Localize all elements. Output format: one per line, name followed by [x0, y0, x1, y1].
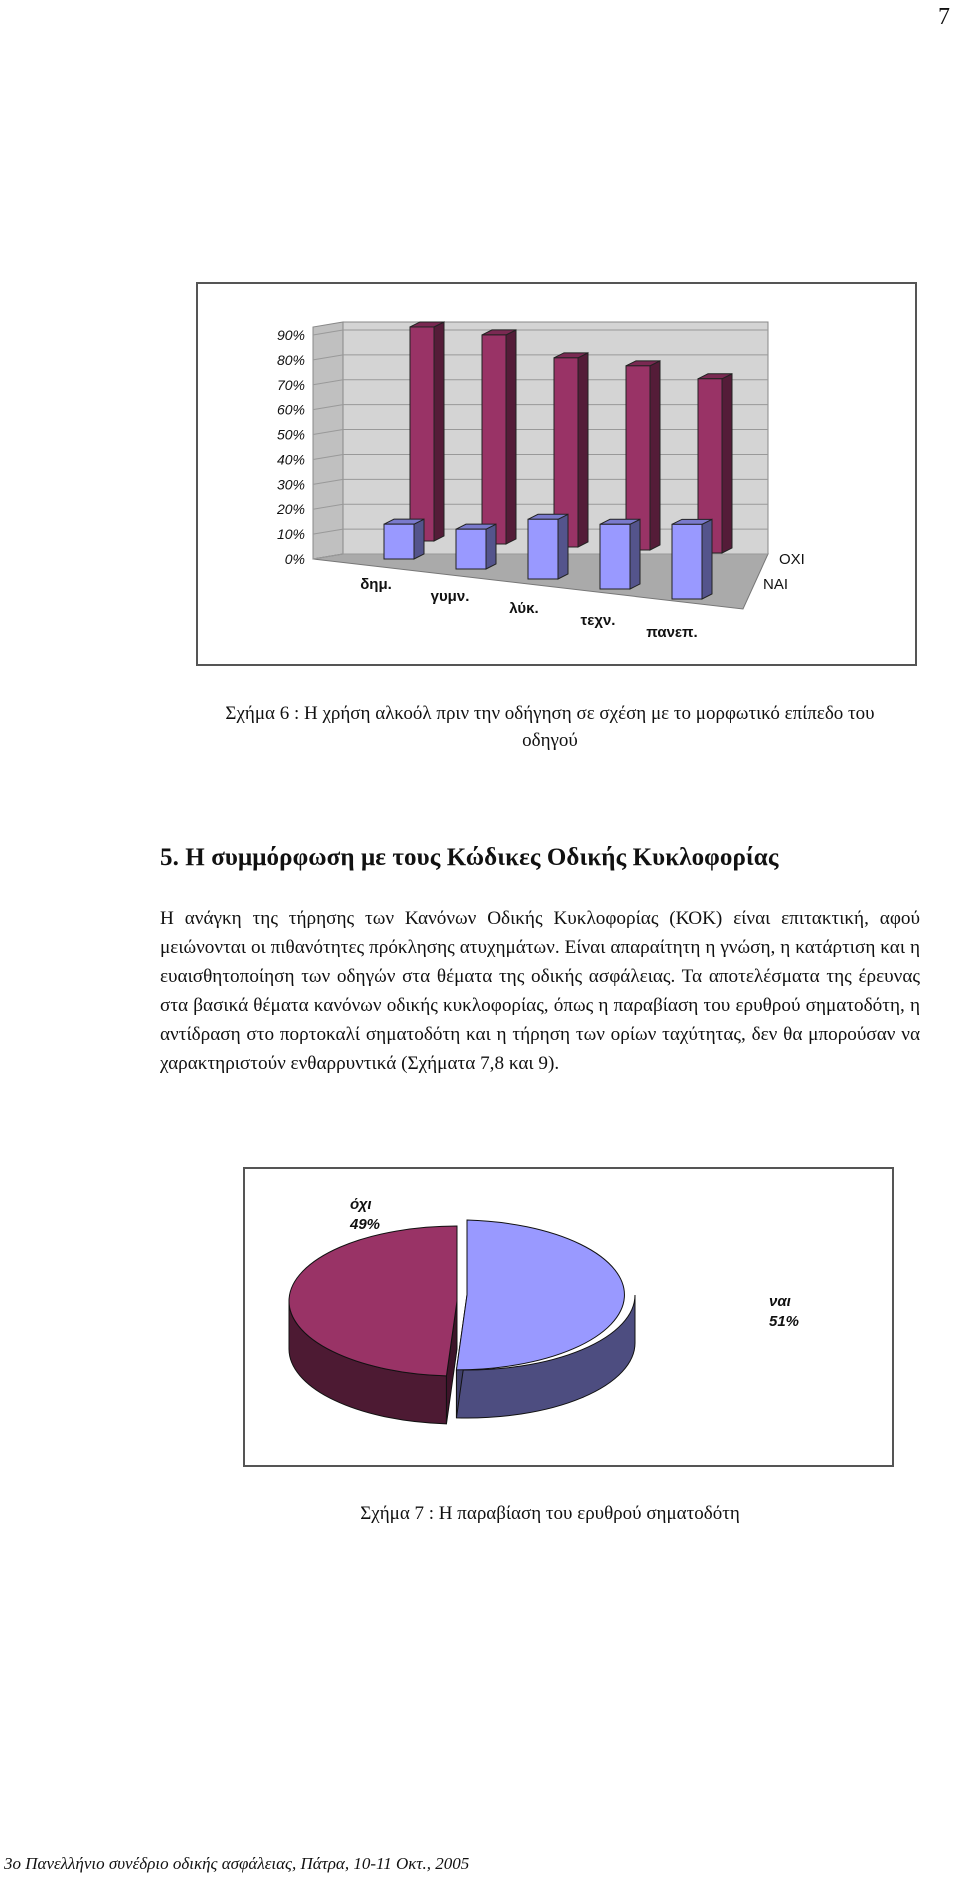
series-label-oxi: ΟΧΙ: [779, 551, 805, 568]
bar-οχι: [410, 327, 434, 541]
bar-οχι-side: [650, 361, 660, 550]
bar-ναι: [600, 524, 630, 589]
figure-7-chart: [243, 1167, 894, 1467]
y-tick-label: 50%: [276, 426, 305, 443]
figure-6-caption-line1: Σχήμα 6 : Η χρήση αλκοόλ πριν την οδήγηση σε σχέση με το μορφωτικό επίπεδο του: [225, 703, 875, 724]
section-heading: 5. Η συμμόρφωση με τους Κώδικες Οδικής Κυκλοφορίας: [160, 844, 779, 871]
x-category-label: πανεπ.: [646, 624, 698, 641]
y-tick-label: 40%: [276, 451, 305, 468]
bar-ναι-side: [486, 524, 496, 569]
y-tick-label: 10%: [276, 526, 305, 543]
bar-οχι-side: [434, 322, 444, 541]
bar-ναι: [672, 524, 702, 599]
bar-ναι-side: [702, 519, 712, 599]
figure-6-caption-line2: οδηγού: [522, 730, 578, 751]
page-number: 7: [938, 4, 950, 30]
y-tick-label: 70%: [276, 376, 305, 393]
figure-7-caption: Σχήμα 7 : Η παραβίαση του ερυθρού σηματοδότη: [360, 1503, 740, 1524]
bar-ναι-side: [558, 514, 568, 579]
bar-ναι-side: [630, 519, 640, 589]
y-tick-label: 80%: [276, 351, 305, 368]
y-tick-label: 20%: [276, 501, 305, 518]
series-label-nai: ΝΑΙ: [763, 576, 789, 593]
x-category-label: γυμν.: [430, 588, 470, 605]
bar-οχι-side: [578, 353, 588, 547]
page-footer: 3ο Πανελλήνιο συνέδριο οδικής ασφάλειας, Πάτρα, 10-11 Οκτ., 2005: [4, 1854, 470, 1873]
bar-chart-svg: [198, 284, 915, 664]
x-category-label: τεχν.: [580, 612, 616, 629]
bar-ναι: [528, 519, 558, 579]
pie-value-oxi: 49%: [350, 1216, 381, 1233]
body-paragraph: Η ανάγκη της τήρησης των Κανόνων Οδικής Κυκλοφορίας (ΚΟΚ) είναι επιτακτική, αφού μειώνονται οι πιθανότητες πρόκλησης ατυχημάτων. Είναι απαραίτητη η γνώση, η κατάρτιση και η ευαισθητοποίηση των οδηγών στα θέματα της οδικής ασφάλειας. Τα αποτελέσματα της έρευνας στα βασικά θέματα κανόνων οδικής κυκλοφορίας, όπως η παραβίαση του ερυθρού σηματοδότη, η αντίδραση στο πορτοκαλί σηματοδότη και η τήρηση των ορίων ταχύτητας, δεν θα μπορούσαν να χαρακτηριστούν ενθαρρυντικά (Σχήματα 7,8 και 9).: [160, 908, 920, 1074]
bar-ναι-side: [414, 519, 424, 559]
y-tick-label: 90%: [276, 327, 305, 343]
pie-label-oxi: όχι: [350, 1196, 372, 1213]
x-category-label: δημ.: [360, 576, 392, 593]
y-tick-label: 0%: [284, 551, 305, 567]
bar-ναι: [384, 524, 414, 559]
bar-οχι-side: [506, 330, 516, 544]
figure-6-chart: [196, 282, 917, 666]
y-tick-label: 60%: [276, 401, 305, 418]
figure-6-caption: [160, 700, 940, 754]
bar-ναι: [456, 529, 486, 569]
bar-οχι: [482, 335, 506, 544]
y-tick-label: 30%: [276, 476, 305, 493]
pie-label-nai: ναι: [769, 1293, 791, 1310]
pie-chart-svg: [245, 1169, 892, 1465]
pie-value-nai: 51%: [769, 1313, 800, 1330]
x-category-label: λύκ.: [509, 600, 539, 617]
bar-οχι-side: [722, 374, 732, 553]
